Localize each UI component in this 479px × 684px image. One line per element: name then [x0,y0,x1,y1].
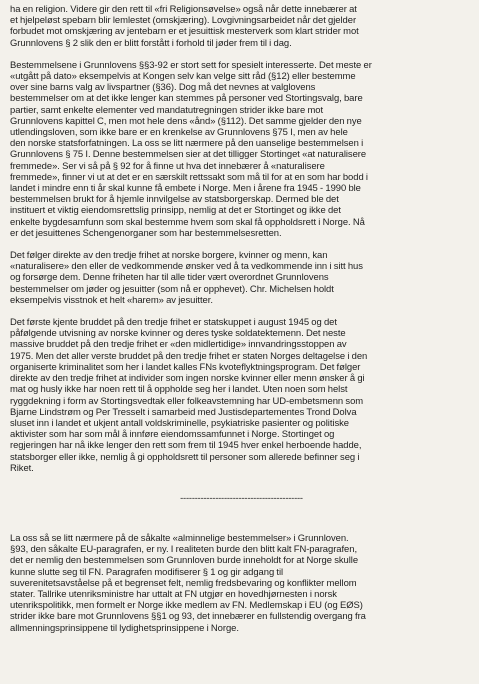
paragraph-gap [10,49,473,60]
paragraph-naturalisere: Det følger direkte av den tredje frihet at norske borgere, kvinner og menn, kan «naturalisere» den eller de vedkommende ønsker ved å ta vedkommende inn i sitt hus og forsørge dem. Denne friheten har til alle tider vært overordnet Grunnlovens bestemmelser om jøder og jesuitter (som nå er opphevet). Chr. Michelsen holdt eksempelvis visstnok et helt «harem» av jesuitter. [10,250,363,306]
paragraph-gap [10,239,473,250]
paragraph-brudd-tredje-frihet: Det første kjente bruddet på den tredje frihet er statskuppet i august 1945 og det påfølgende utvisning av norske kvinner og deres tyske soldatektemenn. Det neste massive bruddet på den tredje frihet er «den midlertidige» innvandringsstoppen av 1975. Men det aller verste bruddet på den tredje frihet er staten Norges deltagelse i den organiserte kriminalitet som her i landet kalles FNs kvoteflyktningsprogram. Det følger direkte av den tredje frihet at individer som ingen norske kvinner eller menn ønsker å gi mat og husly ikke har noen rett til å oppholde seg her i landet. Uten noen som helst ryggdekning i form av Stortingsvedtak eller folkeavstemning har UD-embetsmenn som Bjarne Lindstrøm og Per Tresselt i samarbeid med Justisdepartementes Trond Dolva sluset inn i landet et ukjent antall voldskriminelle, psykiatriske pasienter og politiske aktivister som har som mål å innføre eiendomssamfunnet i Norge. Stortinget og regjeringen har nå ikke lenger den rett som frem til 1945 hver enkel herboende hadde, statsborger eller ikke, nemlig å gi oppholdsrett til personer som allerede befinner seg i Riket. [10,317,368,474]
section-divider: ------------------------------------------ [180,491,303,503]
paragraph-grunnloven-bestemmelser: Bestemmelsene i Grunnlovens §§3-92 er stort sett for spesielt interesserte. Det meste er «utgått på dato» eksempelvis at Kongen selv kan velge sitt råd (§12) eller bestemme over sine barns valg av livspartner (§36). Dog må det nevnes at valglovens bestemmelser om at det ikke lenger kan stemmes på personer ved Stortingsvalg, bare partier, samt enkelte elementer ved mandatutregningen strider ikke bare mot Grunnlovens kapittel C, men mot hele dens «ånd» (§112). Det samme gjelder den nye utlendingsloven, som ikke bare er en krenkelse av Grunnlovens §75 I, men av hele den norske statsforfatningen. La oss se litt nærmere på den uanselige bestemmelsen i Grunnlovens § 75 I. Denne bestemmelsen sier at det tilligger Stortinget «at naturalisere fremmede». Ser vi så på § 92 for å finne ut hva det innebærer å «naturalisere fremmede», finner vi ut at det er en særskilt rettssakt som må til for at en som har bodd i landet i mindre enn ti år skal kunne få embete i Norge. Men i årene fra 1945 - 1990 ble bestemmelsen brukt for å hjemle innvilgelse av statsborgerskap. Dermed ble det instituert et viktig eiendomsrettslig prinsipp, nemlig at det er Stortinget og ikke det enkelte bygdesamfunn som skal bestemme hvem som skal få oppholdsrett i Norge. Nå er det jesuittenes Schengenorganer som har bestemmelsesretten. [10,59,372,239]
paragraph-alminnelige-bestemmelser: La oss så se litt nærmere på de såkalte «alminnelige bestemmelser» i Grunnloven. §93, den såkalte EU-paragrafen, er ny. I realiteten burde den blitt kalt FN-paragrafen, det er nemlig den bestemmelsen som Grunnloven burde inneholdt for at Norge skulle kunne slutte seg til FN. Paragrafen modifiserer § 1 og gir adgang til suverenitetsavståelse på et begrenset felt, nemlig fredsbevaring og konflikter mellom stater. Tallrike utenriksministre har uttalt at FN utgjør en hovedhjørnesten i norsk utenrikspolitikk, men formelt er Norge ikke medlem av FN. Medlemskap i EU (og EØS) strider ikke bare mot Grunnlovens §§1 og 93, det innebærer en fullstendig overgang fra allmenningsprinsippene til lydighetsprinsippene i Norge. [10,532,366,634]
paragraph-gap [10,306,473,317]
paragraph-religion: ha en religion. Videre gir den rett til «fri Religionsøvelse» også når dette innebærer at et hjelpeløst spebarn blir lemlestet (omskjæring). Lovgivningsarbeidet når det gjelder forbudet mot omskjæring av jentebarn er et jesuittisk mesterverk som klart strider mot Grunnlovens § 2 slik den er blitt forstått i forhold til jøder frem til i dag. [10,4,359,49]
